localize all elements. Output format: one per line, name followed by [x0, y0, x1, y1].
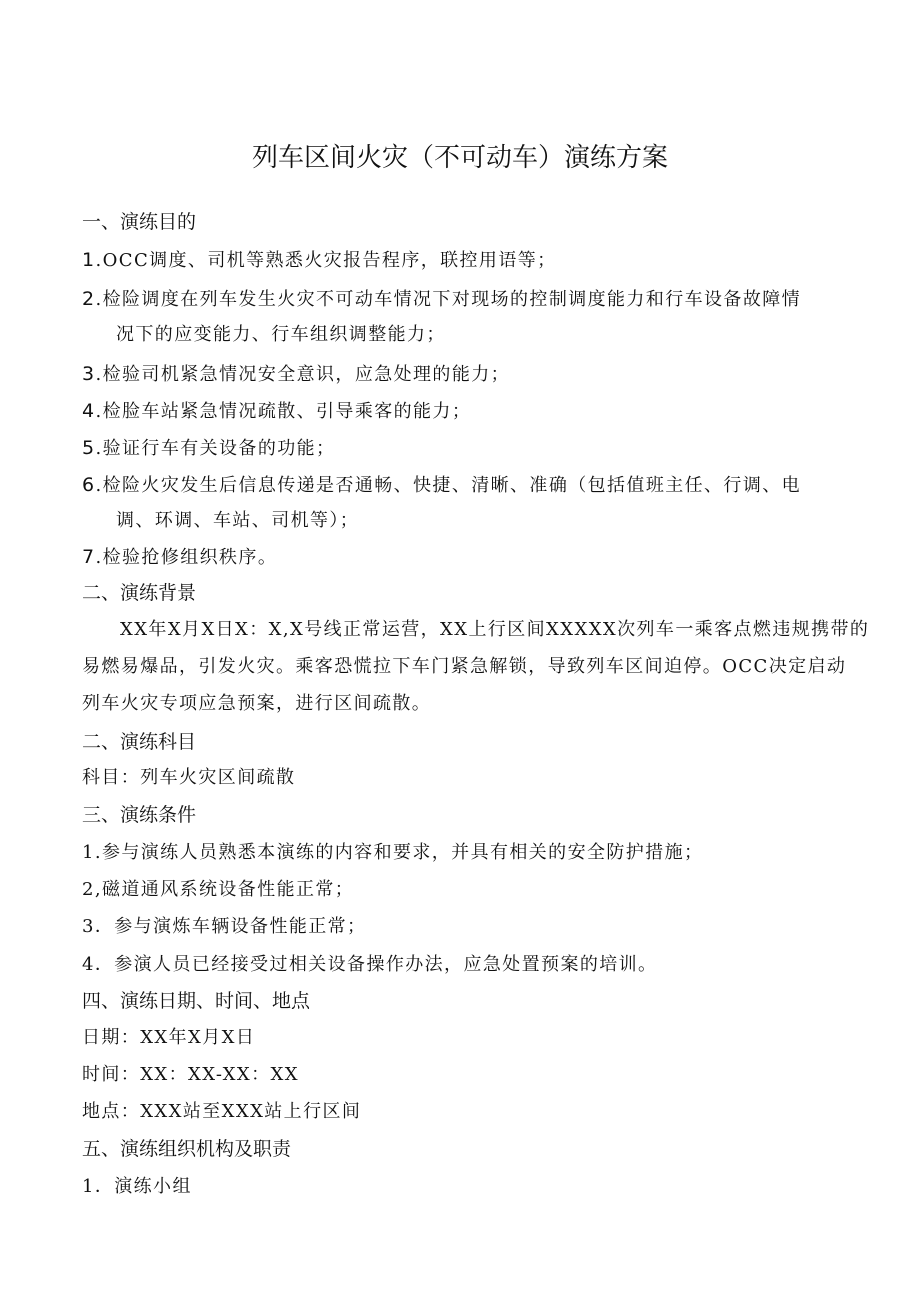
organization-item-1: 1．演练小组 — [82, 1176, 192, 1197]
section-heading-conditions: 三、演练条件 — [82, 804, 197, 826]
schedule-place: 地点：XXX站至XXX站上行区间 — [82, 1101, 362, 1122]
purpose-item-1 — [82, 247, 557, 274]
background-line-1: XX年X月X日X：X,X号线正常运营，XX上行区间XXXXX次列车一乘客点燃违规携带的 — [120, 619, 870, 640]
purpose-item-6-continued: 调、环调、车站、司机等）； — [116, 510, 360, 531]
purpose-item-2-continued: 况下的应变能力、行车组织调整能力； — [116, 324, 446, 345]
condition-item-1: 1.参与演练人员熟悉本演练的内容和要求，并具有相关的安全防护措施； — [82, 842, 704, 863]
item-text: .OCC调度、司机等熟悉火灾报告程序，联控用语等； — [95, 250, 557, 271]
section-heading-background: 二、演练背景 — [82, 582, 197, 604]
condition-item-4: 4．参演人员已经接受过相关设备操作办法，应急处置预案的培训。 — [82, 954, 658, 975]
item-text: .检脸车站紧急情况疏散、引导乘客的能力； — [95, 401, 472, 422]
item-number: 7 — [82, 546, 96, 568]
purpose-item-5 — [82, 435, 335, 462]
purpose-item-7 — [82, 544, 277, 571]
section-heading-schedule: 四、演练日期、时间、地点 — [82, 990, 311, 1012]
item-number: 3 — [82, 363, 96, 385]
item-number: 6 — [82, 474, 96, 496]
background-line-3: 列车火灾专项应急预案，进行区间疏散。 — [82, 693, 432, 714]
item-text: .检验抢修组织秩序。 — [95, 547, 278, 568]
item-number: 1 — [82, 249, 96, 271]
item-number: 2 — [82, 288, 96, 310]
schedule-time: 时间：XX：XX-XX：XX — [82, 1064, 299, 1085]
section-heading-subject: 二、演练科目 — [82, 731, 197, 753]
condition-item-2: 2,磁道通风系统设备性能正常； — [82, 879, 355, 900]
schedule-date: 日期：XX年X月X日 — [82, 1027, 256, 1048]
purpose-item-6 — [82, 472, 801, 499]
condition-item-3: 3．参与演炼车辆设备性能正常； — [82, 916, 367, 937]
item-text: .检险火灾发生后信息传递是否通畅、快捷、清晰、准确（包括值班主任、行调、电 — [95, 475, 802, 496]
background-line-2: 易燃易爆品，引发火灾。乘客恐慌拉下车门紧急解锁，导致列车区间迫停。OCC决定启动 — [82, 656, 847, 677]
purpose-item-3 — [82, 361, 510, 388]
item-number: 4 — [82, 400, 96, 422]
section-heading-organization: 五、演练组织机构及职责 — [82, 1138, 292, 1160]
purpose-item-4 — [82, 398, 471, 425]
item-text: .检险调度在列车发生火灾不可动车情况下对现场的控制调度能力和行车设备故障情 — [95, 289, 802, 310]
document-title: 列车区间火灾（不可动车）演练方案 — [251, 143, 668, 173]
item-text: .检验司机紧急情况安全意识，应急处理的能力； — [95, 364, 511, 385]
item-number: 5 — [82, 437, 96, 459]
subject-text: 科目：列车火灾区间疏散 — [82, 767, 296, 788]
section-heading-purpose: 一、演练目的 — [82, 211, 197, 233]
purpose-item-2 — [82, 286, 801, 313]
item-text: .验证行车有关设备的功能； — [95, 438, 336, 459]
